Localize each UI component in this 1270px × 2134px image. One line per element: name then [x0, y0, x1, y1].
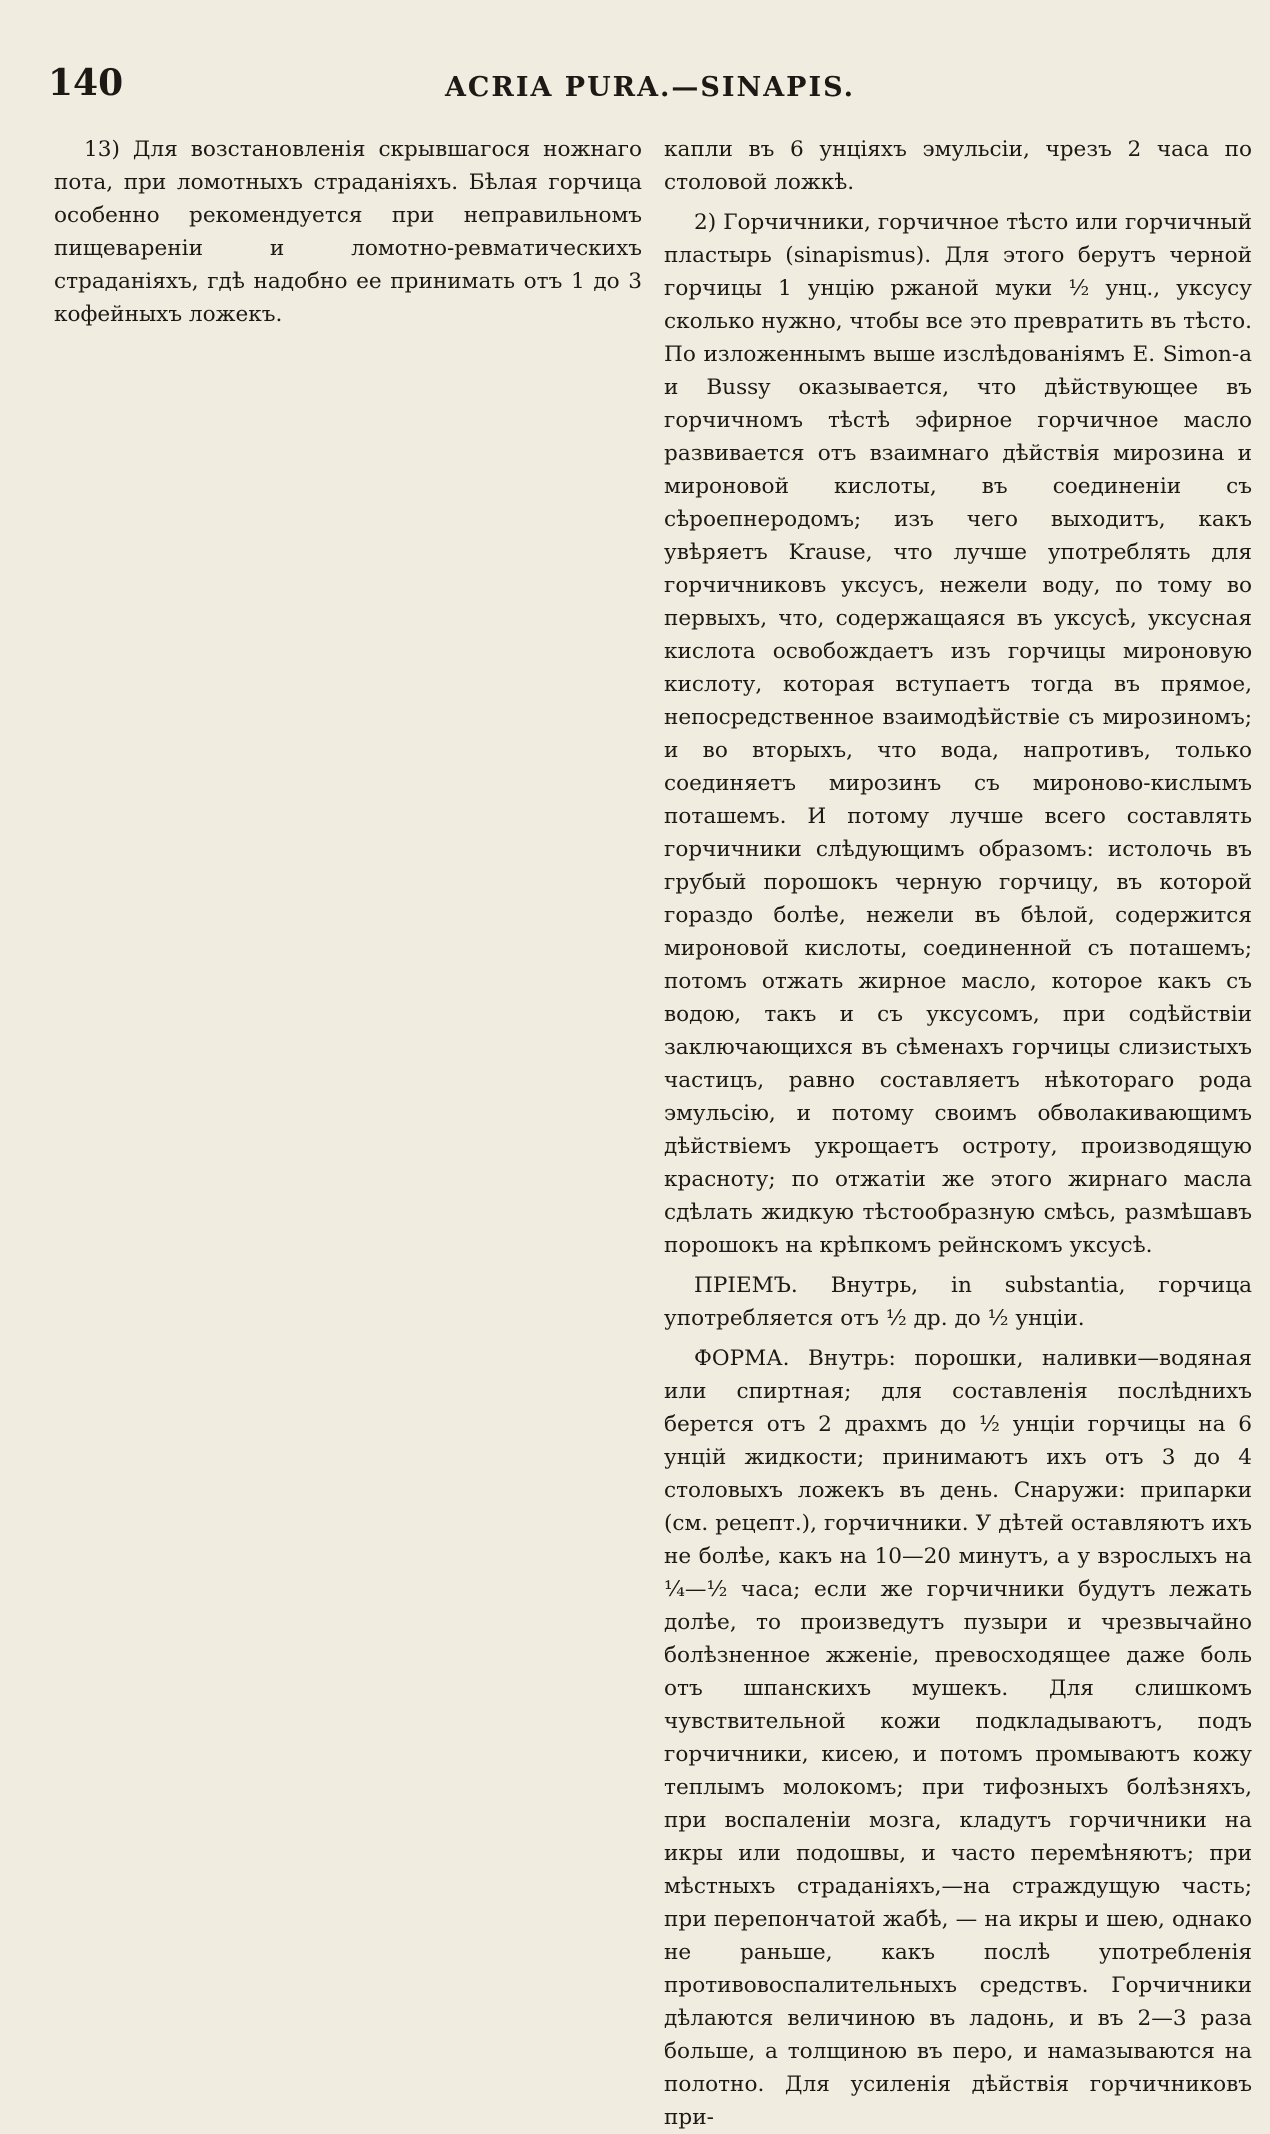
- right-column: [664, 133, 1252, 2130]
- paragraph-hidden-sweat: 13) Для возстановленія скрывшагося ножнаго пота, при ломотныхъ страданіяхъ. Бѣлая горчица особенно рекомендуется при неправильномъ пищевареніи и ломотно-ревматическихъ страданіяхъ, гдѣ надобно ее принимать отъ 1 до 3 кофейныхъ ложекъ.: [54, 137, 642, 327]
- page-header: [40, 62, 1260, 112]
- page-number: 140: [48, 62, 124, 104]
- paragraph-form: ФОРМА. Внутрь: порошки, наливки—водяная или спиртная; для составленія послѣднихъ берется отъ 2 драхмъ до ½ унціи горчицы на 6 унцій жидкости; принимаютъ ихъ отъ 3 до 4 столовыхъ ложекъ въ день. Снаружи: припарки (см. рецепт.), горчичники. У дѣтей оставляютъ ихъ не болѣе, какъ на 10—20 минутъ, а у взрослыхъ на ¼—½ часа; если же горчичники будутъ лежать долѣе, то произведутъ пузыри и чрезвычайно болѣзненное жженіе, превосходящее даже боль отъ шпанскихъ мушекъ. Для слишкомъ чувствительной кожи подкладываютъ, подъ горчичники, кисею, и потомъ промываютъ кожу теплымъ молокомъ; при тифозныхъ болѣзняхъ, при воспаленіи мозга, кладутъ горчичники на икры или подошвы, и часто перемѣняютъ; при мѣстныхъ страданіяхъ,—на страждущую часть; при перепончатой жабѣ, — на икры и шею, однако не раньше, какъ послѣ употребленія противовоспалительныхъ средствъ. Горчичники дѣлаются величиною въ ладонь, и въ 2—3 раза больше, а толщиною въ перо, и намазываются на полотно. Для усиленія дѣйствія горчичниковъ при-: [664, 1346, 1252, 2130]
- paragraph-dosage: ПРІЕМЪ. Внутрь, in substantia, горчица употребляется отъ ½ др. до ½ унціи.: [664, 1273, 1252, 1331]
- paragraph-continuation: капли въ 6 унціяхъ эмульсіи, чрезъ 2 часа по столовой ложкѣ.: [664, 137, 1252, 195]
- left-column: [54, 133, 642, 2033]
- running-head: ACRIA PURA.—SINAPIS.: [444, 72, 856, 103]
- paragraph-mustard-plasters: 2) Горчичники, горчичное тѣсто или горчичный пластырь (sinapismus). Для этого берутъ черной горчицы 1 унцію ржаной муки ½ унц., уксусу сколько нужно, чтобы все это превратить въ тѣсто. По изложеннымъ выше изслѣдованіямъ E. Simon-a и Bussy оказывается, что дѣйствующее въ горчичномъ тѣстѣ эфирное горчичное масло развивается отъ взаимнаго дѣйствія мирозина и мироновой кислоты, въ соединеніи съ сѣроепнеродомъ; изъ чего выходитъ, какъ увѣряетъ Krause, что лучше употреблять для горчичниковъ уксусъ, нежели воду, по тому во первыхъ, что, содержащаяся въ уксусѣ, уксусная кислота освобождаетъ изъ горчицы мироновую кислоту, которая вступаетъ тогда въ прямое, непосредственное взаимодѣйствіе съ мирозиномъ; и во вторыхъ, что вода, напротивъ, только соединяетъ мирозинъ съ мироново-кислымъ поташемъ. И потому лучше всего составлять горчичники слѣдующимъ образомъ: истолочь въ грубый порошокъ черную горчицу, въ которой гораздо болѣе, нежели въ бѣлой, содержится мироновой кислоты, соединенной съ поташемъ; потомъ отжать жирное масло, которое какъ съ водою, такъ и съ уксусомъ, при содѣйствіи заключающихся въ сѣменахъ горчицы слизистыхъ частицъ, равно составляетъ нѣкотораго рода эмульсію, и потому своимъ обволакивающимъ дѣйствіемъ укрощаетъ остроту, производящую красноту; по отжатіи же этого жирнаго масла сдѣлать жидкую тѣстообразную смѣсь, размѣшавъ порошокъ на крѣпкомъ рейнскомъ уксусѣ.: [664, 210, 1252, 1258]
